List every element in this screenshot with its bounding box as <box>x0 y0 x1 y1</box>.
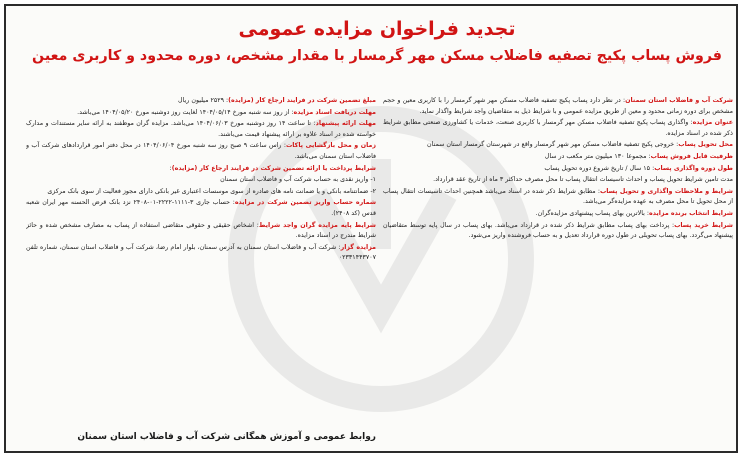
paragraph-text: از روز سه شنبه مورخ ۱۴۰۴/۰۵/۱۴ لغایت روز دوشنبه مورخ ۱۴۰۴/۰۵/۲۰ می‌باشد. <box>77 108 290 116</box>
ad-frame <box>4 4 738 453</box>
ad-subtitle: فروش پساب پکیج تصفیه فاضلاب مسکن مهر گرمسار با مقدار مشخص، دوره محدود و کاربری معین <box>32 48 722 64</box>
paragraph: شرایط انتخاب برنده مزایده: بالاترین بهای پساب پیشنهادی مزایده‌گران. <box>535 209 733 217</box>
paragraph-label: شرکت آب و فاضلاب استان سمنان <box>625 97 733 104</box>
paragraph-label: مهلت ارائه پیشنهاد <box>315 120 376 128</box>
paragraph-text: ۱- واریز نقدی به حساب شرکت آب و فاضلاب استان سمنان <box>220 176 376 184</box>
paragraph-text: تا ساعت ۱۴ روز دوشنبه مورخ ۱۴۰۴/۰۶/۰۳ می‌باشد. مزایده گران موظفند به ارائه سایر مستندات و مدارک خواسته شده در اسناد علاوه بر ارائه پیشنهاد قیمت می‌باشند. <box>26 120 376 138</box>
paragraph: شرایط و ملاحظات واگذاری و تحویل پساب: مطابق شرایط ذکر شده در اسناد می‌باشد همچنین احداث تاسیسات انتقال پساب از محل تحویل تا محل مصرف به عهده مزایده‌گر می‌باشد. <box>383 187 733 206</box>
paragraph-label: عنوان مزایده <box>692 119 733 127</box>
paragraph-text: مطابق شرایط ذکر شده در اسناد می‌باشد همچنین احداث تاسیسات انتقال پساب از محل تحویل تا محل مصرف به عهده مزایده‌گر می‌باشد. <box>383 187 733 206</box>
paragraph: مبلغ تضمین شرکت در فرایند ارجاع کار (مزایده): ۲۵۲۹ میلیون ریال <box>178 97 376 104</box>
paragraph-text: مدت تامین شرایط تحویل پساب و احداث تاسیسات انتقال پساب تا محل مصرف حداکثر ۳ ماه از تاریخ عقد قرارداد. <box>433 176 733 184</box>
paragraph-text: در نظر دارد پساب پکیج تصفیه فاضلاب مسکن مهر شهر گرمسار را با کاربری معین و حجم مشخص برای دوره زمانی محدود و معین از طریق مزایده عمومی و با شرایط ذیل به متقاضیان واجد شرایط واگذار نماید. <box>383 97 733 115</box>
footer-signature: روابط عمومی و آموزش همگانی شرکت آب و فاضلاب استان سمنان <box>77 432 376 442</box>
paragraph-text: ۲- ضمانتنامه بانکی و یا ضمانت نامه های صادره از سوی موسسات اعتباری غیر بانکی دارای مجوز فعالیت از سوی بانک مرکزی <box>47 187 376 195</box>
paragraph-text: خروجی پکیج تصفیه فاضلاب مسکن مهر شهر گرمسار واقع در شهرستان گرمسار استان سمنان <box>427 141 675 149</box>
paragraph-text: ۲۵۲۹ میلیون ریال <box>178 97 224 104</box>
paragraph-text: ۱۵ سال / تاریخ شروع دوره تحویل پساب <box>544 164 651 172</box>
paragraph-label: مزایده گزار <box>340 243 376 251</box>
paragraph-label: شرایط پایه مزایده گران واجد شرایط <box>258 221 376 229</box>
paragraph-text: واگذاری پساب پکیج تصفیه فاضلاب مسکن مهر گرمسار با کاربری صنعت، خدمات یا کشاورزی صنعتی مطابق شرایط ذکر شده در اسناد مزایده. <box>383 119 733 137</box>
paragraph-text: مجموعا ۱۳۰ میلیون متر مکعب در سال <box>544 152 647 160</box>
paragraph: شرایط خرید پساب: پرداخت بهای پساب مطابق شرایط ذکر شده در قرارداد می‌باشد. بهای پساب در سال پایه توسط متقاضیان پیشنهاد می‌گردد. بهای پساب تحویلی در طول دوره قرارداد تعدیل و به حساب فروشنده واریز می‌شود. <box>383 221 733 240</box>
paragraph: شرکت آب و فاضلاب استان سمنان: در نظر دارد پساب پکیج تصفیه فاضلاب مسکن مهر شهر گرمسار را با کاربری معین و حجم مشخص برای دوره زمانی محدود و معین از طریق مزایده عمومی و با شرایط ذیل به متقاضیان واجد شرایط واگذار نماید. <box>383 97 733 115</box>
ad-title: تجدید فراخوان مزایده عمومی <box>238 18 516 40</box>
paragraph-text: راس ساعت ۹ صبح روز سه شنبه مورخ ۱۴۰۴/۰۶/۰۴ در محل دفتر امور قراردادهای شرکت آب و فاضلاب استان سمنان می‌باشد. <box>26 142 376 160</box>
paragraph-label: شرایط انتخاب برنده مزایده <box>649 209 733 217</box>
paragraph-text: بالاترین بهای پساب پیشنهادی مزایده‌گران. <box>535 209 645 217</box>
paragraph-label: محل تحویل پساب <box>678 141 733 149</box>
paragraph-label: ظرفیت قابل فروش پساب <box>650 152 733 160</box>
paragraph-label: مهلت دریافت اسناد مزایده <box>293 108 376 116</box>
paragraph-label: شرایط خرید پساب <box>674 221 733 229</box>
paragraph: زمان و محل بازگشایی پاکات: راس ساعت ۹ صبح روز سه شنبه مورخ ۱۴۰۴/۰۶/۰۴ در محل دفتر امور قراردادهای شرکت آب و فاضلاب استان سمنان می‌باشد. <box>26 142 376 160</box>
paragraph-text: شرکت آب و فاضلاب استان سمنان به آدرس سمنان، بلوار امام رضا، شرکت آب و فاضلاب استان سمنان، شماره تلفن ۰۲۳۳۱۴۴۳۷۰۷ <box>26 243 376 262</box>
paragraph: مزایده گزار: شرکت آب و فاضلاب استان سمنان به آدرس سمنان، بلوار امام رضا، شرکت آب و فاضلاب استان سمنان، شماره تلفن ۰۲۳۳۱۴۴۳۷۰۷ <box>26 243 376 262</box>
paragraph: طول دوره واگذاری پساب: ۱۵ سال / تاریخ شروع دوره تحویل پساب <box>544 164 733 172</box>
paragraph <box>26 175 376 186</box>
paragraph-text: حساب جاری ۳-۱۱۱۱-۲۲۲۲-۰۱-۲۴۰۸ نزد بانک قرض الحسنه مهر ایران شعبه قدس (کد ۲۴۰۸). <box>26 199 376 217</box>
paragraph-label: شرایط و ملاحظات واگذاری و تحویل پساب <box>599 187 733 195</box>
paragraph: شرایط پایه مزایده گران واجد شرایط: اشخاص حقیقی و حقوقی متقاضی استفاده از پساب به مصارف مشخص شده و حائز شرایط مندرج در اسناد مزایده. <box>26 221 376 240</box>
paragraph: شماره حساب واریز تضمین شرکت در مزایده: حساب جاری ۳-۱۱۱۱-۲۲۲۲-۰۱-۲۴۰۸ نزد بانک قرض الحسنه مهر ایران شعبه قدس (کد ۲۴۰۸). <box>26 199 376 217</box>
paragraph-text: اشخاص حقیقی و حقوقی متقاضی استفاده از پساب به مصارف مشخص شده و حائز شرایط مندرج در اسناد مزایده. <box>26 221 376 240</box>
paragraph-label: طول دوره واگذاری پساب <box>654 164 733 172</box>
paragraph: ظرفیت قابل فروش پساب: مجموعا ۱۳۰ میلیون متر مکعب در سال <box>544 152 733 160</box>
paragraph-label: زمان و محل بازگشایی پاکات <box>285 142 376 150</box>
paragraph-label: شرایط پرداخت یا ارائه تضمین شرکت در فرایند ارجاع کار (مزایده) <box>171 164 376 172</box>
paragraph: محل تحویل پساب: خروجی پکیج تصفیه فاضلاب مسکن مهر شهر گرمسار واقع در شهرستان گرمسار استان سمنان <box>427 141 733 149</box>
paragraph-label: مبلغ تضمین شرکت در فرایند ارجاع کار (مزایده) <box>228 97 376 104</box>
paragraph <box>26 187 376 198</box>
right-column <box>383 96 733 446</box>
left-column <box>26 96 376 446</box>
ad-content <box>16 14 738 455</box>
paragraph: مهلت دریافت اسناد مزایده: از روز سه شنبه مورخ ۱۴۰۴/۰۵/۱۴ لغایت روز دوشنبه مورخ ۱۴۰۴/۰۵/۲۰ می‌باشد. <box>77 108 376 116</box>
paragraph: عنوان مزایده: واگذاری پساب پکیج تصفیه فاضلاب مسکن مهر گرمسار با کاربری صنعت، خدمات یا کشاورزی صنعتی مطابق شرایط ذکر شده در اسناد مزایده. <box>383 119 733 137</box>
paragraph-text: پرداخت بهای پساب مطابق شرایط ذکر شده در قرارداد می‌باشد. بهای پساب در سال پایه توسط متقاضیان پیشنهاد می‌گردد. بهای پساب تحویلی در طول دوره قرارداد تعدیل و به حساب فروشنده واریز می‌شود. <box>383 221 733 240</box>
paragraph <box>383 175 733 186</box>
paragraph: شرایط پرداخت یا ارائه تضمین شرکت در فرایند ارجاع کار (مزایده): <box>169 164 376 172</box>
paragraph: مهلت ارائه پیشنهاد: تا ساعت ۱۴ روز دوشنبه مورخ ۱۴۰۴/۰۶/۰۳ می‌باشد. مزایده گران موظفند به ارائه سایر مستندات و مدارک خواسته شده در اسناد علاوه بر ارائه پیشنهاد قیمت می‌باشند. <box>26 120 376 138</box>
paragraph-label: شماره حساب واریز تضمین شرکت در مزایده <box>234 199 376 207</box>
